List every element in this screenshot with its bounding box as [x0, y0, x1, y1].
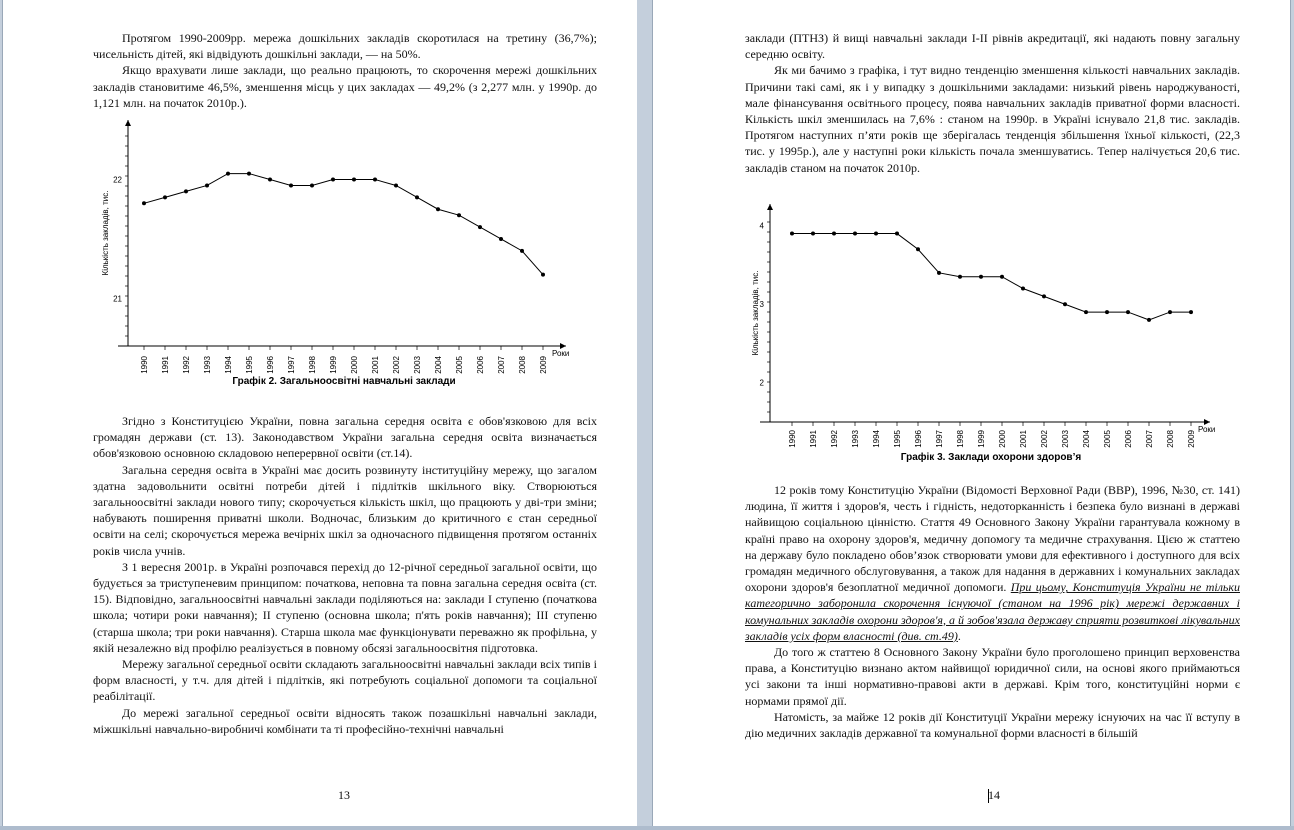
data-point	[811, 232, 815, 236]
data-point	[1021, 287, 1025, 291]
chart-caption: Графік 3. Заклади охорони здоров’я	[900, 452, 1082, 463]
x-tick-label: 1992	[182, 356, 191, 374]
data-point	[457, 213, 461, 217]
data-point	[1189, 310, 1193, 314]
x-tick-label: 1999	[977, 430, 986, 448]
series-line	[144, 174, 543, 275]
data-point	[541, 273, 545, 277]
data-point	[853, 232, 857, 236]
data-point	[499, 237, 503, 241]
data-point	[268, 178, 272, 182]
status-strip	[0, 826, 1294, 830]
x-tick-label: 1994	[872, 430, 881, 448]
paragraph: Мережу загальної середньої освіти складають загальноосвітні навчальні заклади всіх типів і форм власності, у т.ч. для дітей і підлітків, які потребують соціальної допомоги та соціальної реабілітації.	[93, 657, 597, 704]
data-point	[163, 195, 167, 199]
data-point	[979, 275, 983, 279]
data-point	[184, 189, 188, 193]
x-tick-label: 2007	[1145, 430, 1154, 448]
x-tick-label: 1997	[935, 430, 944, 448]
data-point	[1147, 318, 1151, 322]
x-tick-label: 1996	[914, 430, 923, 448]
x-tick-label: 2008	[518, 356, 527, 374]
data-point	[895, 232, 899, 236]
data-point	[874, 232, 878, 236]
series-line	[792, 234, 1191, 320]
data-point	[226, 172, 230, 176]
paragraph: Як ми бачимо з графіка, і тут видно тенденцію зменшення кількості навчальних закладів. Причини такі самі, як і у випадку з дошкільними закладами: низький рівень народжуваності, мале фінансування освітнього процесу, поява навчальних закладів приватної форми власності. Кількість шкіл зменшилась на 7,6% : станом на 1990р. в Україні існувало 21,8 тис. закладів. Протягом наступних п’яти років ще зберігалась тенденція збільшення їхньої кількості, (22,3 тис. у 1995р.), але у наступні роки кількість почала зменшуватись. Тепер налічується 20,6 тис. закладів станом на початок 2010р.	[745, 63, 1240, 175]
data-point	[916, 247, 920, 251]
x-tick-label: 2009	[539, 356, 548, 374]
x-tick-label: 1991	[809, 430, 818, 448]
y-tick-label: 3	[759, 300, 764, 310]
x-tick-label: 2002	[392, 356, 401, 374]
y-axis-arrow-icon	[767, 204, 773, 210]
x-tick-label: 2000	[998, 430, 1007, 448]
data-point	[373, 178, 377, 182]
data-point	[1042, 294, 1046, 298]
data-point	[352, 178, 356, 182]
paragraph	[745, 482, 1240, 644]
chart-general-schools	[96, 112, 596, 390]
x-tick-label: 1993	[203, 356, 212, 374]
data-point	[1000, 275, 1004, 279]
data-point	[1126, 310, 1130, 314]
paragraph: Згідно з Конституцією України, повна загальна середня освіта є обов'язковою для всіх громадян держави (ст. 13). Законодавством України загальна середня освіта визначається обов'язковою основною складовою неперервної освіти (ст.14).	[93, 414, 597, 461]
x-tick-label: 1990	[140, 356, 149, 374]
chart-health-facilities	[746, 198, 1224, 466]
page-number: 14	[988, 788, 1000, 802]
page-gutter	[637, 0, 653, 830]
x-tick-label: 2006	[1124, 430, 1133, 448]
data-point	[142, 201, 146, 205]
data-point	[1084, 310, 1088, 314]
paragraph: До мережі загальної середньої освіти відносять також позашкільні навчальні заклади, міжшкільні навчально-виробничі комбінати та ті професійно-технічні навчальні	[93, 705, 597, 736]
page-14-bottom-text	[745, 482, 1240, 741]
y-axis-label: Кількість закладів, тис.	[751, 270, 760, 356]
data-point	[790, 232, 794, 236]
y-tick-label: 2	[759, 378, 764, 388]
x-tick-label: 1996	[266, 356, 275, 374]
x-tick-label: 2004	[434, 356, 443, 374]
paragraph: До того ж статтею 8 Основного Закону України було проголошено принцип верховенства права, а Конституцію визнано актом найвищої юридичної сили, на основі якого приймаються усі закони та інші нормативно-правові акти в державі. Крім того, конституційні норми є нормами прямої дії.	[745, 645, 1240, 708]
y-axis-arrow-icon	[125, 120, 131, 126]
data-point	[1063, 302, 1067, 306]
y-tick-label: 4	[759, 221, 764, 231]
data-point	[958, 275, 962, 279]
x-tick-label: 2009	[1187, 430, 1196, 448]
x-tick-label: 2000	[350, 356, 359, 374]
data-point	[436, 207, 440, 211]
x-tick-label: 1997	[287, 356, 296, 374]
y-tick-label: 22	[113, 175, 122, 185]
y-axis-label: Кількість закладів, тис.	[101, 190, 110, 276]
data-point	[331, 178, 335, 182]
x-tick-label: 2002	[1040, 430, 1049, 448]
data-point	[310, 183, 314, 187]
paragraph: Якщо врахувати лише заклади, що реально працюють, то скорочення мережі дошкільних закладів становитиме 46,5%, зменшення місць у цих закладах — 49,2% (з 2,277 млн. у 1990р. до 1,121 млн. на початок 2010р.).	[93, 63, 597, 110]
paragraph: Протягом 1990-2009рр. мережа дошкільних закладів скоротилася на третину (36,7%); чисельність дітей, які відвідують дошкільні заклади, — на 50%.	[93, 31, 597, 62]
x-tick-label: 1993	[851, 430, 860, 448]
page-13-bottom-text	[93, 413, 597, 737]
data-point	[247, 172, 251, 176]
paragraph: Натомість, за майже 12 років дії Конституції України мережу існуючих на час її вступу в дію медичних закладів державної та комунальної форми власності в більшій	[745, 709, 1240, 741]
x-tick-label: 1992	[830, 430, 839, 448]
y-tick-label: 21	[113, 294, 122, 304]
x-tick-label: 2001	[371, 356, 380, 374]
x-axis-label: Роки	[1198, 425, 1216, 434]
paragraph-tail: .	[957, 628, 961, 643]
data-point	[1168, 310, 1172, 314]
x-tick-label: 1995	[893, 430, 902, 448]
data-point	[832, 232, 836, 236]
x-tick-label: 2008	[1166, 430, 1175, 448]
x-axis-label: Роки	[552, 349, 570, 358]
x-tick-label: 1994	[224, 356, 233, 374]
x-tick-label: 2006	[476, 356, 485, 374]
chart-caption: Графік 2. Загальноосвітні навчальні заклади	[232, 376, 456, 387]
x-tick-label: 1999	[329, 356, 338, 374]
x-tick-label: 2003	[1061, 430, 1070, 448]
emphasized-text: При цьому, Конституція України не тільки категорично заборонила скорочення існуючої (станом на 1996 рік) мережі державних і комунальних закладів охорони здоров'я, а й зобов'язала державу сприяти розвиткові лікувальних закладів усіх форм власності (див. ст.49)	[745, 580, 1240, 643]
x-tick-label: 1991	[161, 356, 170, 374]
x-tick-label: 2005	[1103, 430, 1112, 448]
page-14-top-text	[745, 30, 1240, 176]
x-tick-label: 2001	[1019, 430, 1028, 448]
data-point	[415, 195, 419, 199]
x-tick-label: 2004	[1082, 430, 1091, 448]
data-point	[478, 225, 482, 229]
page-13-top-text	[93, 30, 597, 111]
x-tick-label: 2005	[455, 356, 464, 374]
page-number: 13	[338, 788, 350, 802]
x-tick-label: 2007	[497, 356, 506, 374]
paragraph: заклади (ПТНЗ) й вищі навчальні заклади І-ІІ рівнів акредитації, які надають повну загальну середню освіту.	[745, 31, 1240, 62]
x-tick-label: 1995	[245, 356, 254, 374]
data-point	[289, 183, 293, 187]
data-point	[205, 183, 209, 187]
x-tick-label: 1998	[308, 356, 317, 374]
paragraph: Загальна середня освіта в Україні має досить розвинуту інституційну мережу, що загалом здатна задовольнити освітні потреби дітей і підлітків шкільного віку. Створюються загальноосвітні заклади нового типу; скорочується кількість шкіл, що працюють у дві-три зміни; набувають поширення приватні школи. Водночас, близьким до критичного є стан середньої освіти на селі; скорочується мережа вечірніх шкіл за одночасного підвищення протягом останніх років числа учнів.	[93, 462, 597, 558]
x-tick-label: 1990	[788, 430, 797, 448]
x-tick-label: 2003	[413, 356, 422, 374]
x-tick-label: 1998	[956, 430, 965, 448]
data-point	[520, 249, 524, 253]
data-point	[394, 183, 398, 187]
paragraph: З 1 вересня 2001р. в Україні розпочався перехід до 12-річної середньої загальної освіти, що будується за триступеневим принципом: початкова, неповна та повна загальна середня освіта (ст. 15). Відповідно, загальноосвітні навчальні заклади поділяються на: заклади I ступеню (початкова школа; чотири роки навчання); II ступеню (основна школа; п'ять років навчання); III ступеню (старша школа; три роки навчання). Старша школа має функціонувати переважно як профільна, у якій незалежно від профілю реалізується в повному обсязі загальноосвітня підготовка.	[93, 559, 597, 655]
data-point	[937, 271, 941, 275]
paragraph-text: 12 років тому Конституцію України (Відомості Верховної Ради (ВВР), 1996, №30, ст. 141) людина, її життя і здоров'я, честь і гідність, недоторканність і безпека було визнані в державі найвищою соціальною цінністю. Стаття 49 Основного Закону України гарантувала кожному в країні право на охорону здоров'я, медичну допомогу та медичне страхування. Цією ж статтею на державу було покладено обов’язок створювати умови для ефективного і доступного для всіх громадян медичного обслуговування, а також для надання в державних і комунальних закладах охорони здоров'я безоплатної медичної допомоги.	[745, 483, 1240, 595]
data-point	[1105, 310, 1109, 314]
